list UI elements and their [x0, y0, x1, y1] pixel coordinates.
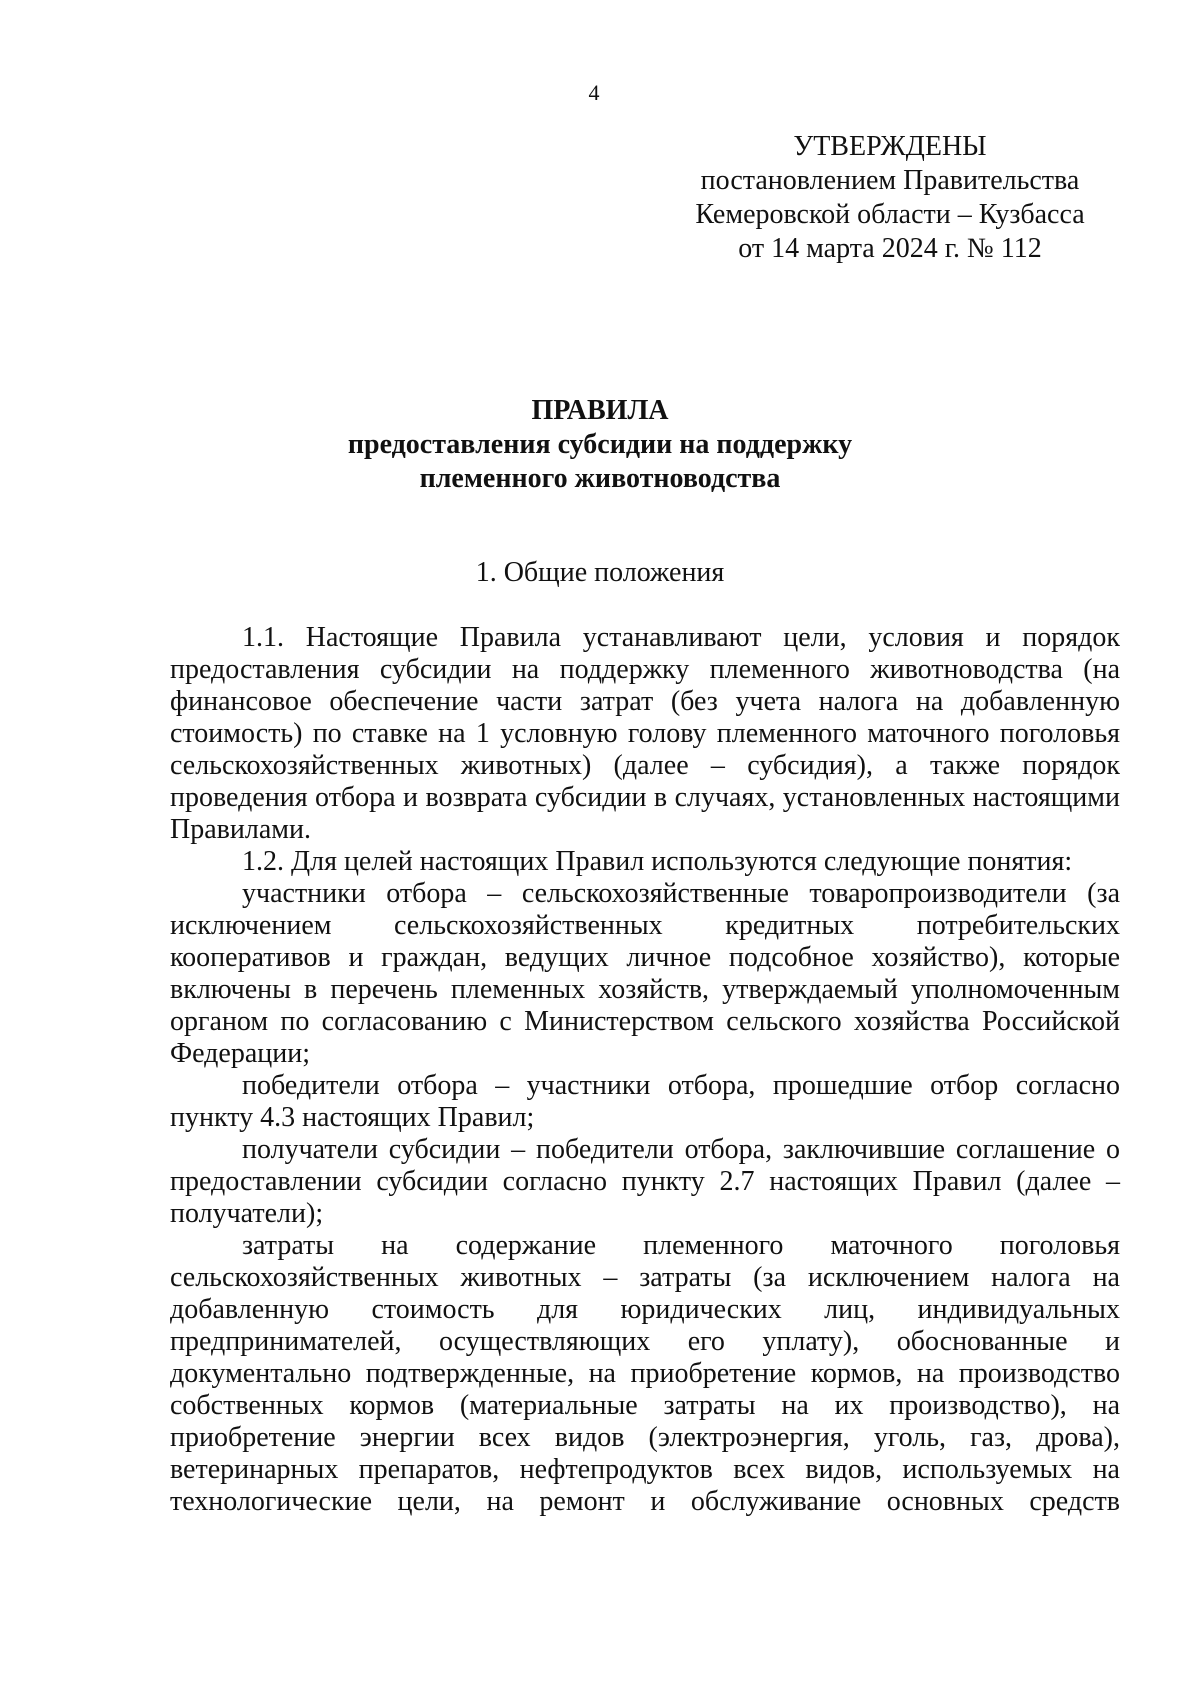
paragraph: затраты на содержание племенного маточного поголовья сельскохозяйственных животных – затраты (за исключением налога на добавленную стоимость для юридических лиц, индивидуальных предпринимателей, осуществляющих его уплату), обоснованные и документально подтвержденные, на приобретение кормов, на производство собственных кормов (материальные затраты на их производство), на приобретение энергии всех видов (электроэнергия, уголь, газ, дрова), ветеринарных препаратов, нефтепродуктов всех видов, используемых на технологические цели, на ремонт и обслуживание основных средств	[170, 1230, 1120, 1517]
approval-line: Кемеровской области – Кузбасса	[695, 199, 1085, 230]
document-subtitle: предоставления субсидии на поддержку	[347, 429, 853, 460]
approval-date-line: от 14 марта 2024 г. № 112	[738, 233, 1042, 264]
paragraph: 1.2. Для целей настоящих Правил используются следующие понятия:	[242, 846, 1073, 877]
document-subtitle: племенного животноводства	[419, 463, 781, 494]
document-title: ПРАВИЛА	[531, 395, 669, 426]
document-body	[170, 622, 1120, 1518]
page-number: 4	[588, 80, 600, 105]
paragraph: получатели субсидии – победители отбора, заключившие соглашение о предоставлении субсидии согласно пункту 2.7 настоящих Правил (далее – получатели);	[170, 1134, 1120, 1229]
approval-line: постановлением Правительства	[700, 165, 1080, 196]
paragraph: 1.1. Настоящие Правила устанавливают цели, условия и порядок предоставления субсидии на поддержку племенного животноводства (на финансовое обеспечение части затрат (без учета налога на добавленную стоимость) по ставке на 1 условную голову племенного маточного поголовья сельскохозяйственных животных) (далее – субсидия), а также порядок проведения отбора и возврата субсидии в случаях, установленных настоящими Правилами.	[170, 622, 1120, 845]
paragraph: победители отбора – участники отбора, прошедшие отбор согласно пункту 4.3 настоящих Правил;	[170, 1070, 1120, 1133]
section-heading: 1. Общие положения	[475, 557, 725, 588]
approval-heading: УТВЕРЖДЕНЫ	[793, 131, 987, 162]
approval-stamp-block	[660, 130, 1120, 266]
paragraph: участники отбора – сельскохозяйственные товаропроизводители (за исключением сельскохозяйственных кредитных потребительских кооперативов и граждан, ведущих личное подсобное хозяйство), которые включены в перечень племенных хозяйств, утверждаемый уполномоченным органом по согласованию с Министерством сельского хозяйства Российской Федерации;	[170, 878, 1120, 1069]
document-title-block	[0, 394, 1200, 496]
